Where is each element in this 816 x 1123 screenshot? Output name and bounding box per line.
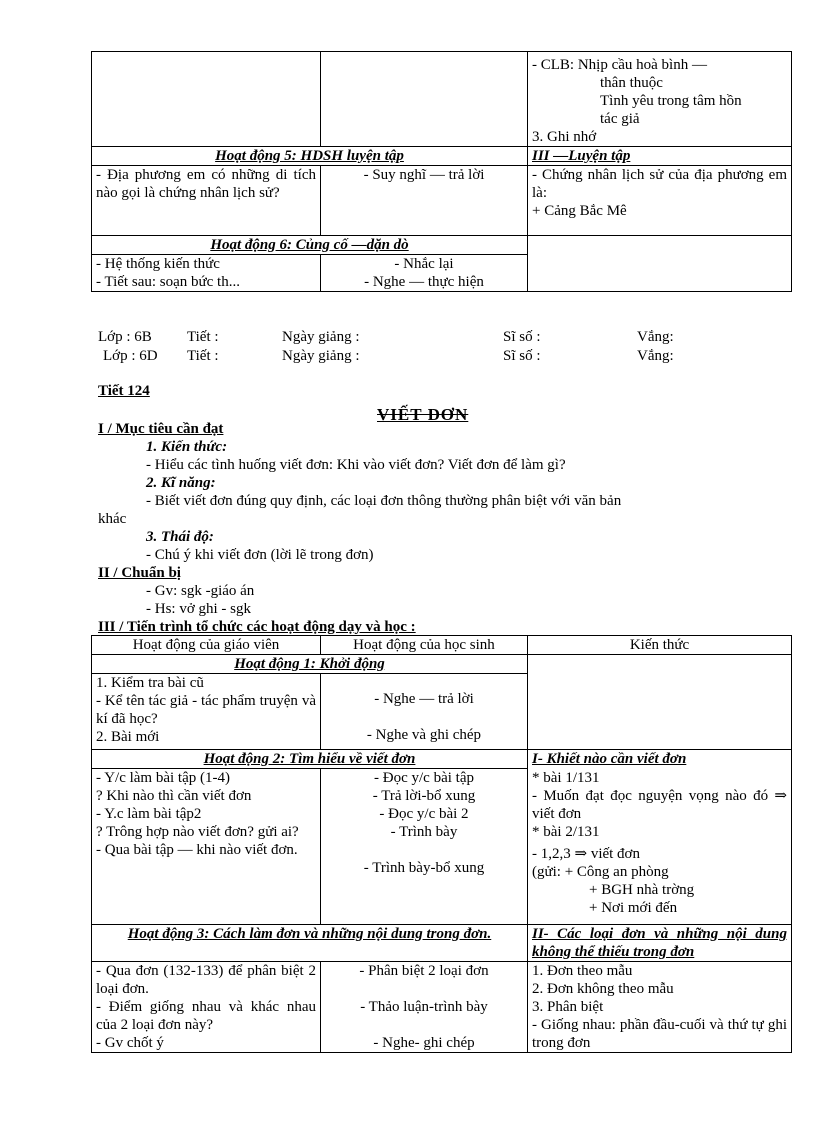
hd2-gv-line: - Y.c làm bài tập2 xyxy=(96,806,202,822)
header-kien-thuc: Kiến thức xyxy=(528,636,792,655)
hd2-hs-line: - Trình bày xyxy=(390,824,458,840)
lesson-title: VIẾT ĐƠN xyxy=(377,405,469,424)
hd2-kt-cell xyxy=(528,769,792,925)
tiet-label: Tiết : xyxy=(187,329,219,345)
thai-do-label: 3. Thái độ: xyxy=(146,529,214,545)
hd1-gv-cell xyxy=(92,674,321,750)
hd6-hs-1: - Nhắc lại xyxy=(321,255,528,274)
hd2-hs-line: - Đọc y/c bài tập xyxy=(374,770,474,786)
hd1-hs-line: - Nghe — trả lời xyxy=(374,691,474,707)
hd5-title: Hoạt động 5: HDSH luyện tập xyxy=(92,147,528,166)
hd6-title: Hoạt động 6: Củng cố —dặn dò xyxy=(92,236,528,255)
tiet-number: Tiết 124 xyxy=(98,383,150,399)
hd2-kt-line: * bài 2/131 xyxy=(532,823,600,840)
hd2-gv-line: - Y/c làm bài tập (1-4) xyxy=(96,770,230,786)
hd2-title: Hoạt động 2: Tìm hiểu về viết đơn xyxy=(92,750,528,769)
hd3-kt-title: II- Các loại đơn và những nội dung không thể thiếu trong đơn xyxy=(528,925,792,962)
header-hs: Hoạt động của học sinh xyxy=(321,636,528,655)
hd2-gv-line: - Qua bài tập — khi nào viết đơn. xyxy=(96,842,298,858)
hd3-gv-line: - Qua đơn (132-133) để phân biệt 2 loại đơn. xyxy=(96,963,316,997)
hd2-hs-line: - Trình bày-bổ xung xyxy=(363,860,485,876)
hd3-hs-cell xyxy=(321,962,528,1053)
chuan-bi-gv: - Gv: sgk -giáo án xyxy=(146,583,255,599)
hd2-hs-cell xyxy=(321,769,528,925)
ki-nang-text: - Biết viết đơn đúng quy định, các loại đơn thông thường phân biệt với văn bản xyxy=(146,493,622,509)
ki-nang-label: 2. Kĩ năng: xyxy=(146,475,216,491)
vang-label: Vắng: xyxy=(637,348,674,364)
hd2-kt-line: - Muốn đạt đọc nguyện vọng nào đó ⇒ viết đơn xyxy=(532,787,787,822)
hd2-kt-title: I- Khiết nào cần viết đơn xyxy=(528,750,792,769)
ghi-nho: 3. Ghi nhớ xyxy=(532,129,597,145)
empty-cell xyxy=(321,52,528,147)
empty-cell xyxy=(528,655,792,750)
kien-thuc-text: - Hiểu các tình huống viết đơn: Khi vào viết đơn? Viết đơn để làm gì? xyxy=(146,457,566,473)
hd6-gv-1: - Hệ thống kiến thức xyxy=(92,255,321,274)
hd3-hs-line: - Thảo luận-trình bày xyxy=(360,999,488,1015)
hd6-gv-2: - Tiết sau: soạn bức th... xyxy=(92,273,321,292)
hd2-gv-line: ? Trông hợp nào viết đơn? gửi ai? xyxy=(96,824,299,840)
hd2-gv-cell xyxy=(92,769,321,925)
hd5-kt-cell xyxy=(528,166,792,236)
hd3-hs-line: - Phân biệt 2 loại đơn xyxy=(359,963,489,979)
kien-thuc-label: 1. Kiến thức: xyxy=(146,439,228,455)
ki-nang-text-2: khác xyxy=(98,511,127,527)
hd5-kt-title: III —Luyện tập xyxy=(528,147,792,166)
hd3-kt-line: 2. Đơn không theo mẫu xyxy=(532,981,674,997)
hd2-hs-line: - Trả lời-bổ xung xyxy=(372,788,476,804)
empty-cell xyxy=(92,52,321,147)
hd2-gv-line: ? Khi nào thì cần viết đơn xyxy=(96,788,252,804)
hd2-hs-line: - Đọc y/c bài 2 xyxy=(379,806,469,822)
thai-do-text: - Chú ý khi viết đơn (lời lẽ trong đơn) xyxy=(146,547,374,563)
section-tien-trinh: III / Tiến trình tổ chức các hoạt động dạy và học : xyxy=(98,619,416,635)
section-chuan-bi: II / Chuẩn bị xyxy=(98,565,181,581)
hd5-kt-line: - Chứng nhân lịch sử của địa phương em là: xyxy=(532,167,787,201)
hd2-kt-line: + BGH nhà trờng xyxy=(589,881,695,898)
vang-label: Vắng: xyxy=(637,329,674,345)
header-gv: Hoạt động của giáo viên xyxy=(92,636,321,655)
hd3-kt-line: 3. Phân biệt xyxy=(532,999,604,1015)
chuan-bi-hs: - Hs: vở ghi - sgk xyxy=(146,601,252,617)
hd1-title: Hoạt động 1: Khởi động xyxy=(92,655,528,674)
section-muc-tieu: I / Mục tiêu cần đạt xyxy=(98,421,224,437)
hd2-kt-line: * bài 1/131 xyxy=(532,769,600,786)
hd1-hs-cell xyxy=(321,674,528,750)
hd3-kt-line: 1. Đơn theo mẫu xyxy=(532,963,633,979)
hd2-kt-line: + Nơi mới đến xyxy=(589,899,678,916)
hd3-title: Hoạt động 3: Cách làm đơn và những nội dung trong đơn. xyxy=(92,925,528,962)
hd5-hs-cell: - Suy nghĩ — trả lời xyxy=(321,166,528,236)
hd2-kt-line: (gửi: + Công an phòng xyxy=(532,863,669,880)
hd3-gv-cell xyxy=(92,962,321,1053)
clb-cell xyxy=(528,52,792,147)
hd3-kt-line: - Giống nhau: phần đầu-cuối và thứ tự ghi trong đơn xyxy=(532,1017,787,1051)
top-table xyxy=(91,51,792,292)
hd1-gv-line: 1. Kiểm tra bài cũ xyxy=(96,675,204,691)
main-table xyxy=(91,635,792,1053)
clb-line: thân thuộc xyxy=(600,75,663,91)
lop-6d: Lớp : 6D xyxy=(103,348,158,364)
clb-line: tác giả xyxy=(600,111,640,127)
hd3-gv-line: - Điểm giống nhau và khác nhau của 2 loại đơn này? xyxy=(96,999,316,1033)
hd5-kt-line: + Cảng Bắc Mê xyxy=(532,203,627,219)
ngay-giang-label: Ngày giảng : xyxy=(282,329,360,345)
hd1-gv-line: 2. Bài mới xyxy=(96,729,160,745)
hd3-gv-line: - Gv chốt ý xyxy=(96,1035,164,1051)
empty-cell xyxy=(528,236,792,292)
hd3-kt-cell xyxy=(528,962,792,1053)
hd1-gv-line: - Kể tên tác giả - tác phẩm truyện và kí đã học? xyxy=(96,693,316,727)
lop-6b: Lớp : 6B xyxy=(98,329,152,345)
tiet-label: Tiết : xyxy=(187,348,219,364)
hd2-kt-line: - 1,2,3 ⇒ viết đơn xyxy=(532,845,640,862)
clb-line: - CLB: Nhịp cầu hoà bình — xyxy=(532,57,707,73)
si-so-label: Sĩ số : xyxy=(503,348,541,364)
ngay-giang-label: Ngày giảng : xyxy=(282,348,360,364)
clb-line: Tình yêu trong tâm hồn xyxy=(600,93,742,109)
hd3-hs-line: - Nghe- ghi chép xyxy=(373,1035,475,1051)
hd5-gv-cell: - Địa phương em có những di tích nào gọi là chứng nhân lịch sử? xyxy=(92,166,321,236)
hd6-hs-2: - Nghe — thực hiện xyxy=(321,273,528,292)
si-so-label: Sĩ số : xyxy=(503,329,541,345)
hd1-hs-line: - Nghe và ghi chép xyxy=(366,727,482,743)
